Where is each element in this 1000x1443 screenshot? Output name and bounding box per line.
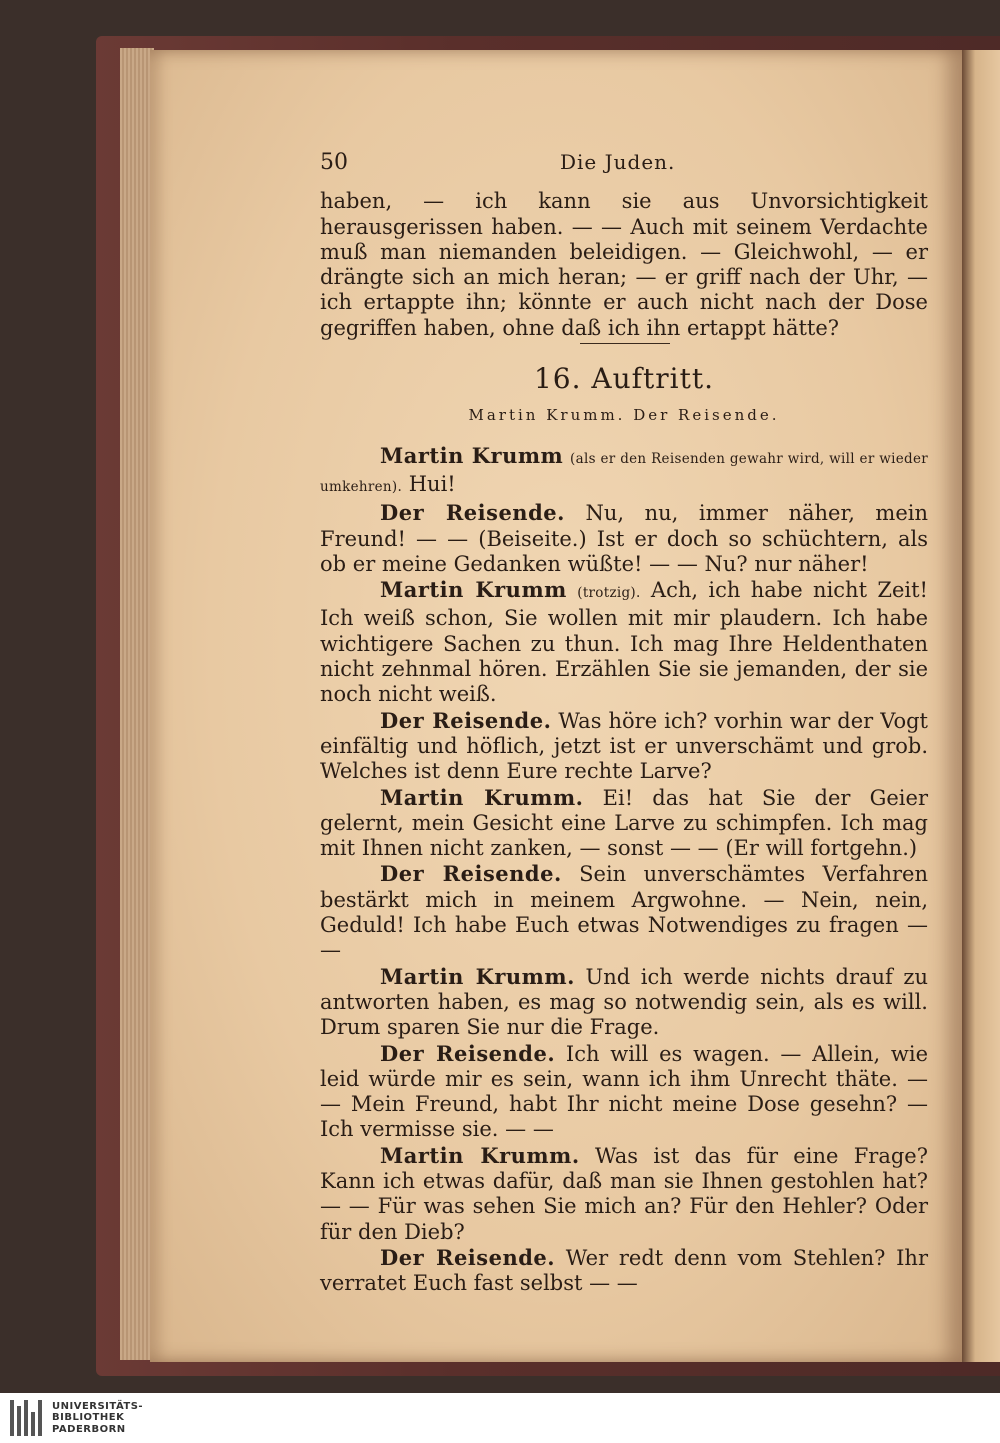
speaker-name: Martin Krumm. bbox=[380, 1142, 580, 1168]
dialogue-text: Was ist das für eine Frage? Kann ich etwas dafür, daß man sie Ihnen gestohlen hat? — — Für was sehen Sie mich an? Für den Hehler? Oder für den Dieb? bbox=[320, 1143, 928, 1244]
dialogue-entry bbox=[320, 861, 928, 963]
dialogue-text: Ich will es wagen. — Allein, wie leid würde mir es sein, wann ich ihm Unrecht thäte. — — Mein Freund, habt Ihr nicht meine Dose gesehn? — Ich vermisse sie. — — bbox=[320, 1041, 929, 1142]
logo-line: UNIVERSITÄTS- bbox=[52, 1400, 144, 1412]
page-text bbox=[320, 150, 928, 1296]
stage-direction: (trotzig). bbox=[577, 585, 641, 602]
scene-cast: Martin Krumm. Der Reisende. bbox=[468, 406, 780, 425]
opening-line: auch nicht nach der Dose gegriffen haben, ohne daß ich ihn bbox=[320, 290, 928, 340]
speaker-name: Martin Krumm bbox=[380, 442, 564, 468]
speaker-name: Martin Krumm. bbox=[380, 963, 575, 989]
page-header bbox=[320, 150, 928, 175]
library-logo-text bbox=[52, 1401, 143, 1436]
library-logo bbox=[10, 1398, 143, 1438]
dialogue-text: Ei! das hat Sie der Geier gelernt, mein Gesicht eine Larve zu schimpfen. Ich mag mit Ihnen nicht zanken, — sonst — — (Er will fortgehn.) bbox=[320, 785, 928, 861]
speaker-name: Martin Krumm. bbox=[380, 784, 584, 810]
dialogue-text: Hui! bbox=[402, 471, 456, 496]
opening-line: ertappt hätte? bbox=[687, 315, 840, 340]
logo-line: PADERBORN bbox=[52, 1423, 126, 1435]
dialogue-text: Sein unverschämtes Verfahren bestärkt mich in meinem Argwohne. — Nein, nein, Geduld! Ich habe Euch etwas Notwendiges zu fragen — — bbox=[320, 862, 928, 963]
library-logo-icon bbox=[10, 1400, 44, 1436]
running-title: Die Juden. bbox=[560, 150, 676, 174]
scene-title: 16. Auftritt. bbox=[533, 362, 715, 396]
speaker-name: Der Reisende. bbox=[380, 1040, 556, 1066]
stage-direction: (als er den Reisenden gewahr wird, will er wieder umkehren). bbox=[320, 450, 928, 495]
dialogue-entry bbox=[320, 443, 928, 501]
page-block-edge bbox=[120, 48, 154, 1360]
opening-line: haben, — ich kann sie aus Unvorsichtigkeit herausgerissen bbox=[320, 189, 928, 239]
dialogue-entry bbox=[320, 500, 928, 577]
dialogue-entry bbox=[320, 785, 928, 862]
speaker-name: Martin Krumm bbox=[380, 577, 567, 603]
page-gutter bbox=[962, 50, 1000, 1362]
dialogue-text: Nu, nu, immer näher, mein Freund! — — (Beiseite.) Ist er doch so schüchtern, als ob er meine Gedanken wüßte! — — Nu? nur näher! bbox=[320, 501, 929, 576]
dialogue-entry bbox=[320, 964, 928, 1041]
speaker-name: Der Reisende. bbox=[380, 1244, 556, 1270]
section-divider bbox=[580, 343, 670, 344]
dialogue-entry bbox=[320, 708, 928, 785]
opening-line: haben. — — Auch mit seinem Verdachte muß man niemanden bbox=[320, 214, 928, 264]
speaker-name: Der Reisende. bbox=[380, 861, 562, 887]
dialogue-entry bbox=[320, 1245, 928, 1297]
opening-line: — er griff nach der Uhr, — ich ertappte ihn; könnte er bbox=[320, 265, 928, 315]
dialogue-text: Was höre ich? vorhin war der Vogt einfältig und höflich, jetzt ist er unverschämt und grob. Welches ist denn Eure rechte Larve? bbox=[320, 708, 928, 784]
speaker-name: Der Reisende. bbox=[380, 707, 552, 733]
speaker-name: Der Reisende. bbox=[380, 500, 565, 526]
dialogue-text: Und ich werde nichts drauf zu antworten haben, es mag so notwendig sein, als es will. Drum sparen Sie nur die Frage. bbox=[320, 964, 928, 1040]
dialogue-text: Ach, ich habe nicht Zeit! Ich weiß schon, Sie wollen mit mir plaudern. Ich habe wichtigere Sachen zu thun. Ich mag Ihre Heldenthaten nicht zehnmal hören. Erzählen Sie sie jemanden, der sie noch nicht weiß. bbox=[320, 578, 928, 707]
dialogue-text: Wer redt denn vom Stehlen? Ihr verratet Euch fast selbst — — bbox=[320, 1245, 928, 1296]
logo-line: BIBLIOTHEK bbox=[52, 1412, 125, 1424]
opening-paragraph bbox=[320, 189, 928, 341]
dialogue-entry bbox=[320, 577, 928, 707]
page-number: 50 bbox=[320, 150, 348, 175]
dialogue-entry bbox=[320, 1143, 928, 1245]
opening-line: beleidigen. — Gleichwohl, — er drängte sich an mich heran; bbox=[320, 239, 928, 290]
dialogue-entry bbox=[320, 1041, 928, 1143]
